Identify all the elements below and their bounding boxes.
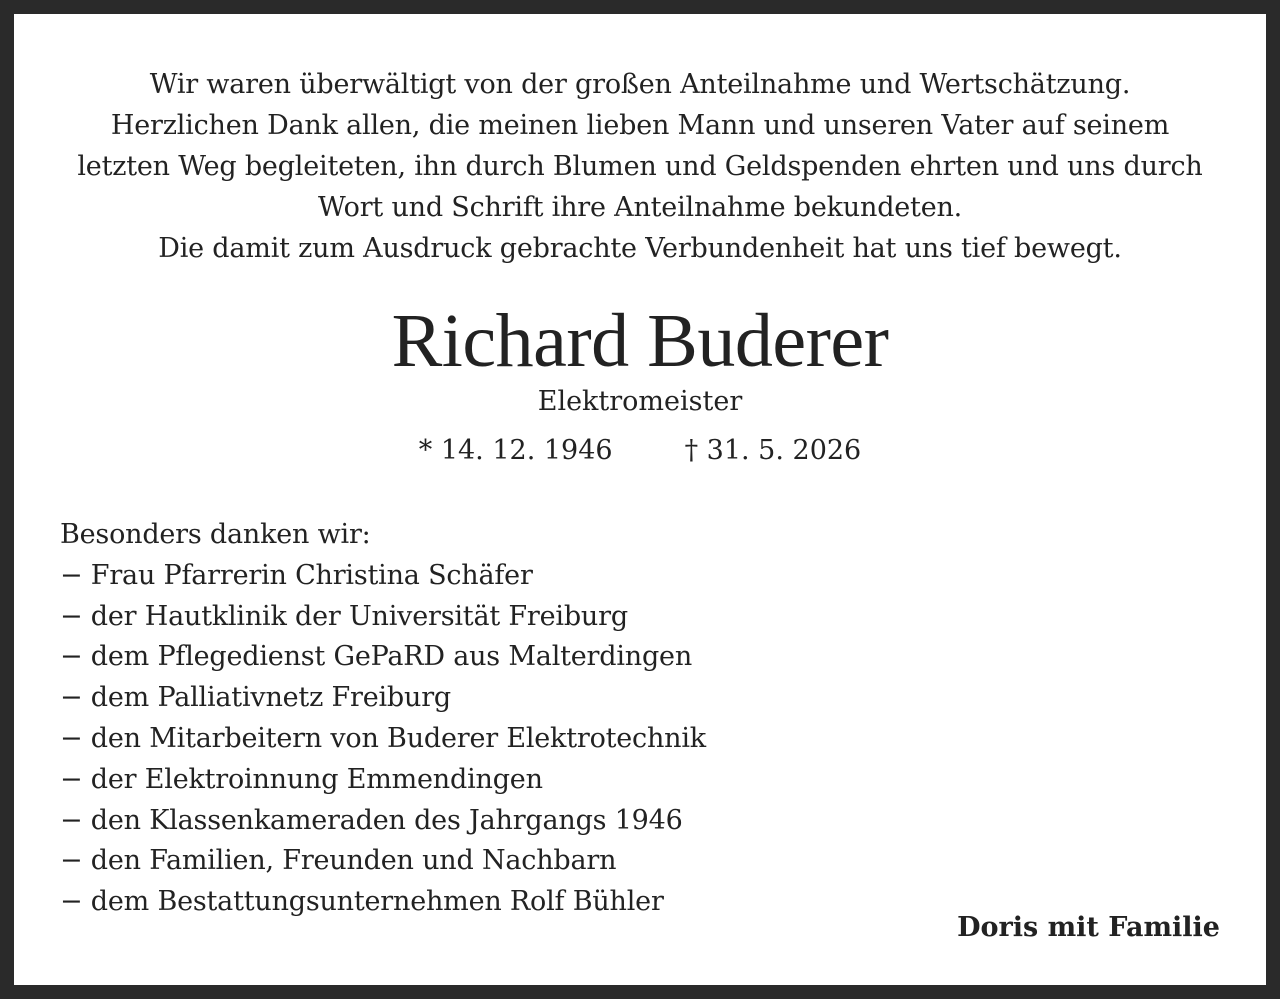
birth-date: * 14. 12. 1946 (418, 435, 613, 466)
signature: Doris mit Familie (957, 912, 1220, 943)
intro-line: Herzlichen Dank allen, die meinen lieben Mann und unseren Vater auf seinem (110, 110, 1170, 141)
list-item: − dem Palliativnetz Freiburg (60, 682, 451, 714)
list-item: − den Klassenkameraden des Jahrgangs 1946 (60, 804, 683, 836)
intro-line: Die damit zum Ausdruck gebrachte Verbundenheit hat uns tief bewegt. (158, 233, 1122, 264)
list-item: − den Mitarbeitern von Buderer Elektrotechnik (60, 722, 706, 754)
list-item: − dem Bestattungsunternehmen Rolf Bühler (60, 886, 664, 918)
obituary-notice (14, 14, 1266, 985)
deceased-profession: Elektromeister (537, 386, 743, 417)
intro-paragraph (14, 64, 1266, 269)
life-dates (14, 431, 1266, 471)
deceased-name: Richard Buderer (391, 299, 889, 383)
list-item: − der Elektroinnung Emmendingen (60, 763, 543, 795)
intro-line: letzten Weg begleiteten, ihn durch Blumen und Geldspenden ehrten und uns durch (77, 151, 1203, 182)
list-item: − Frau Pfarrerin Christina Schäfer (60, 559, 533, 591)
list-item: − der Hautklinik der Universität Freiburg (60, 600, 628, 632)
intro-line: Wir waren überwältigt von der großen Anteilnahme und Wertschätzung. (149, 69, 1131, 100)
death-date: † 31. 5. 2026 (684, 435, 862, 466)
thanks-list (60, 515, 706, 923)
list-item: − dem Pflegedienst GePaRD aus Malterdingen (60, 641, 693, 673)
thanks-heading: Besonders danken wir: (60, 519, 371, 550)
list-item: − den Familien, Freunden und Nachbarn (60, 845, 617, 877)
intro-line: Wort und Schrift ihre Anteilnahme bekundeten. (317, 192, 963, 223)
